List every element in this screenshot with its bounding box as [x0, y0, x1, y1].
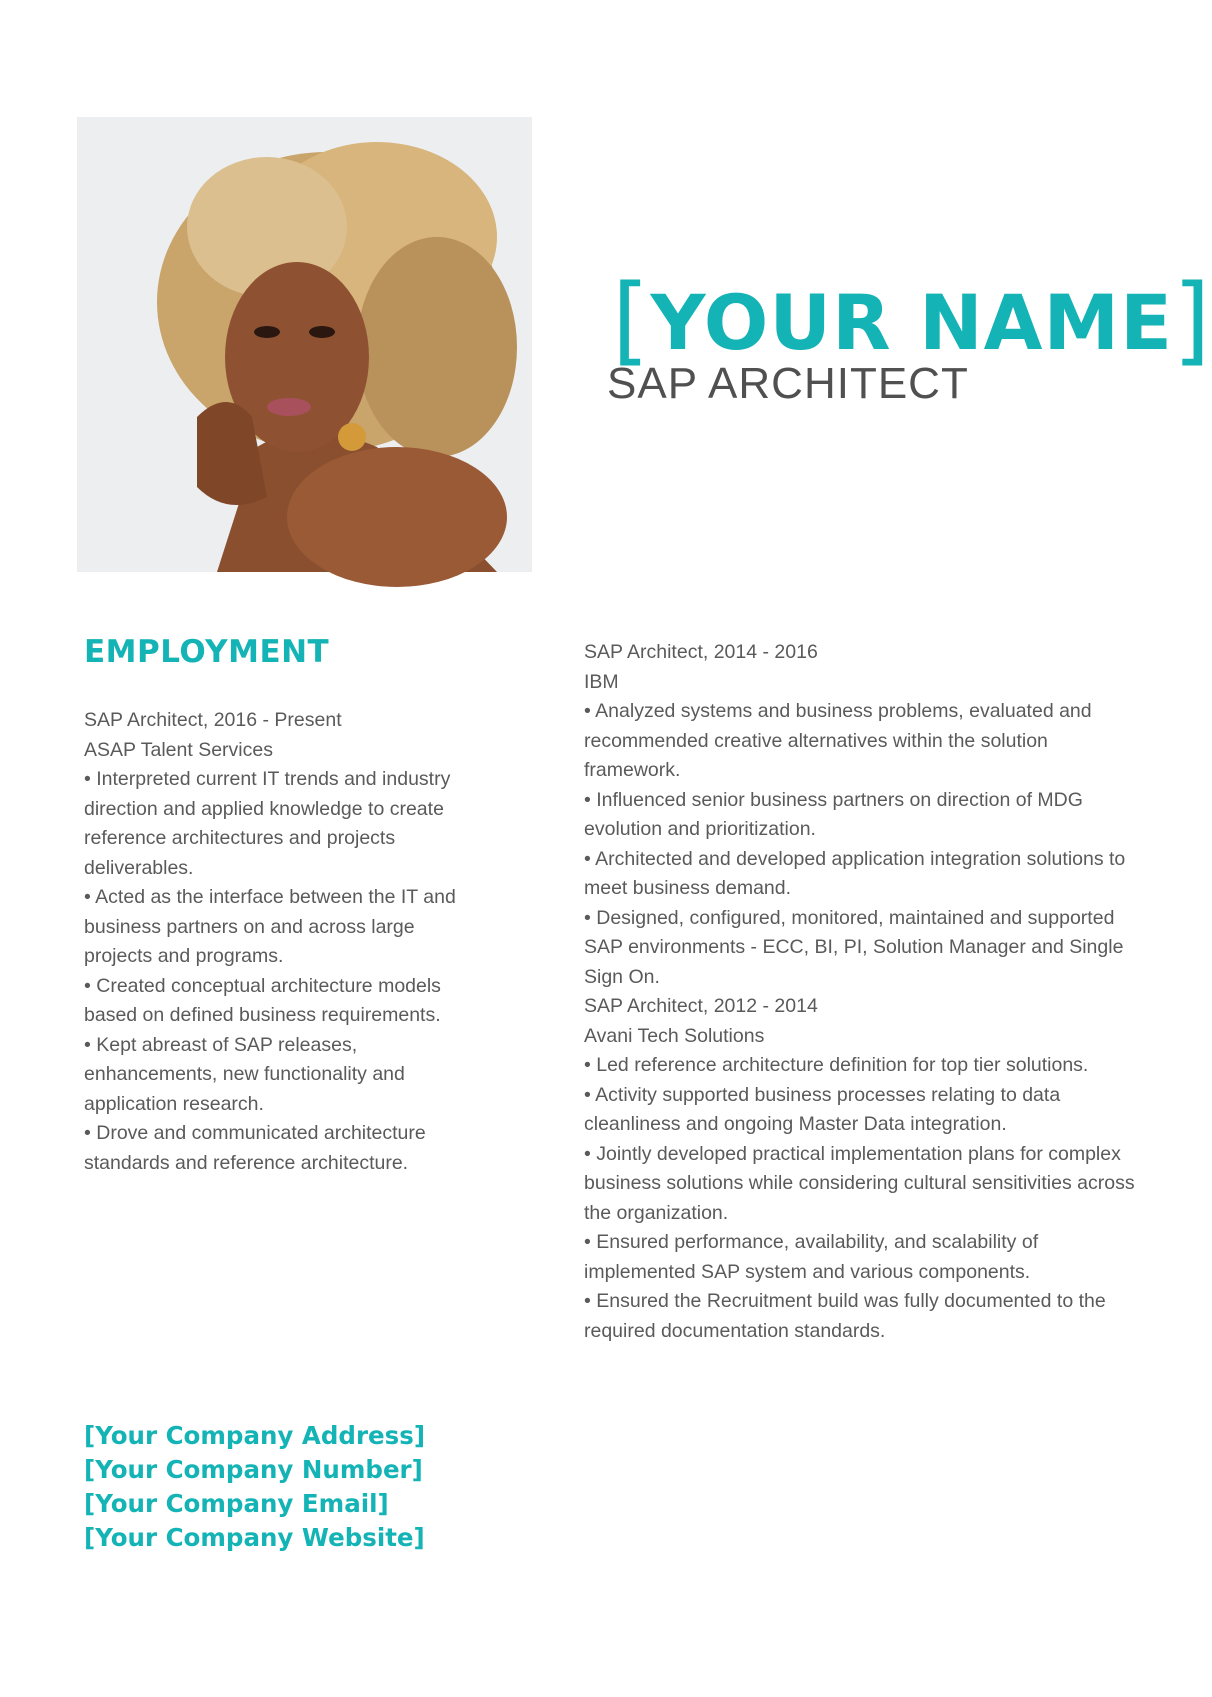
employment-line: • Ensured performance, availability, and scalability of implemented SAP system and various components. [584, 1231, 1039, 1283]
employment-left-column [84, 706, 474, 1178]
candidate-role: SAP ARCHITECT [607, 359, 969, 408]
name-close-bracket: ] [1173, 264, 1212, 376]
candidate-name [612, 264, 1212, 376]
employment-line: • Kept abreast of SAP releases, enhancements, new functionality and application research. [84, 1033, 405, 1115]
name-open-bracket: [ [612, 264, 651, 376]
company-address: [Your Company Address] [84, 1421, 426, 1450]
contact-block [84, 1419, 425, 1555]
employment-right-column [584, 638, 1144, 1346]
employment-line: • Jointly developed practical implementation plans for complex business solutions while considering cultural sensitivities across the organization. [584, 1142, 1135, 1224]
employment-line: Avani Tech Solutions [584, 1024, 765, 1047]
employment-line: • Led reference architecture definition for top tier solutions. [584, 1054, 1089, 1076]
employment-line: • Architected and developed application integration solutions to meet business demand. [584, 847, 1126, 899]
employment-line: • Drove and communicated architecture standards and reference architecture. [84, 1122, 426, 1174]
employment-line: ASAP Talent Services [84, 738, 273, 761]
company-website: [Your Company Website] [84, 1523, 425, 1552]
employment-line: IBM [584, 670, 619, 693]
company-email: [Your Company Email] [84, 1489, 389, 1518]
employment-line: • Created conceptual architecture models based on defined business requirements. [84, 974, 441, 1026]
employment-line: • Interpreted current IT trends and industry direction and applied knowledge to create reference architectures and projects deliverables. [84, 768, 451, 879]
employment-line: SAP Architect, 2016 - Present [84, 709, 342, 731]
employment-line: • Analyzed systems and business problems, evaluated and recommended creative alternatives within the solution framework. [584, 700, 1092, 781]
employment-line: • Activity supported business processes relating to data cleanliness and ongoing Master Data integration. [584, 1083, 1061, 1135]
employment-heading: EMPLOYMENT [84, 634, 330, 670]
employment-line: • Acted as the interface between the IT and business partners on and across large projects and programs. [84, 886, 456, 967]
employment-line: • Ensured the Recruitment build was fully documented to the required documentation standards. [584, 1290, 1106, 1342]
employment-line: SAP Architect, 2012 - 2014 [584, 995, 818, 1017]
employment-line: • Influenced senior business partners on direction of MDG evolution and prioritization. [584, 788, 1083, 840]
portrait-illustration [77, 117, 532, 572]
employment-line: • Designed, configured, monitored, maintained and supported SAP environments - ECC, BI, PI, Solution Manager and Single Sign On. [584, 906, 1124, 988]
name-text: YOUR NAME [650, 278, 1174, 367]
employment-line: SAP Architect, 2014 - 2016 [584, 641, 818, 663]
company-number: [Your Company Number] [84, 1455, 423, 1484]
profile-photo [77, 117, 532, 572]
